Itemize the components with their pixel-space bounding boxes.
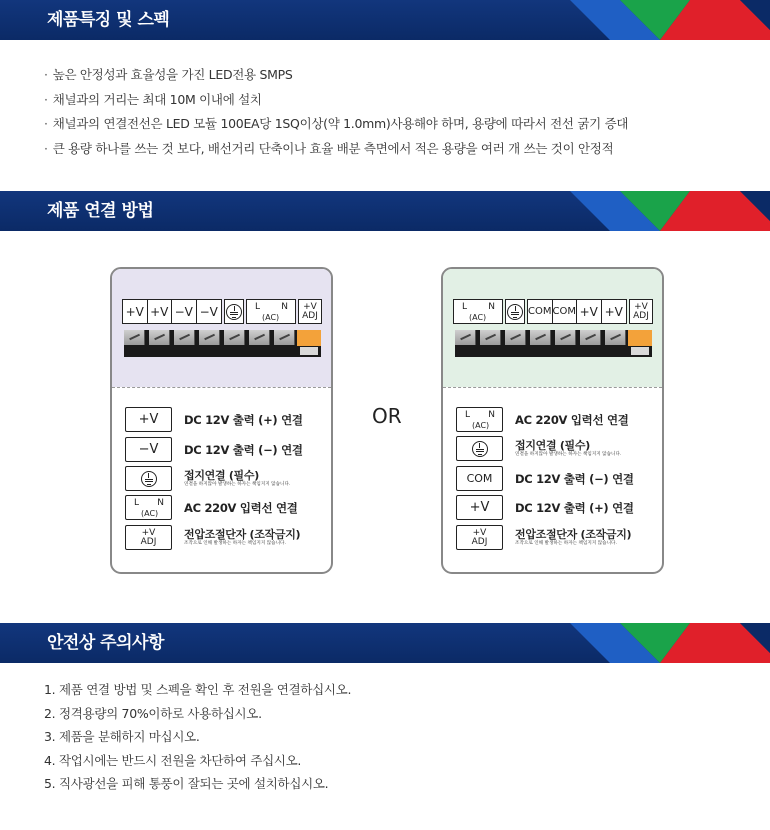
or-label: OR [372,404,402,428]
ac-input-terminal [246,299,296,324]
feature-item: · 큰 용량 하나를 쓰는 것 보다, 배선거리 단축이나 효율 배분 측면에서 적은 용량을 여러 개 쓰는 것이 안정적 [44,137,628,162]
legend-note: 조작으로 인해 발생하는 하자는 책임지지 않습니다. [184,541,286,546]
ground-icon [125,466,172,491]
legend-label: 접지연결 (필수) [184,469,259,482]
ac-input-symbol [125,495,172,520]
ground-icon [224,299,244,324]
ac-label: (AC) [472,421,490,430]
section-header-safety [0,623,770,663]
section-title: 제품 연결 방법 [47,201,154,221]
feature-list [44,63,628,161]
com-symbol: COM [456,466,503,491]
legend-label: 전압조절단자 (조작금지) [515,528,632,541]
terminal-label-row [122,299,322,325]
legend-label: 전압조절단자 (조작금지) [184,528,301,541]
l-label: L [255,302,261,312]
adj-label: ADJ [302,310,318,321]
terminal-label: +V [123,300,148,323]
ac-label: (AC) [141,509,159,518]
legend-note: 연결을 하지않아 발생하는 하자는 책임지지 않습니다. [184,482,291,487]
l-label: L [462,302,468,312]
terminal-label: +V [148,300,173,323]
ac-input-symbol [456,407,503,432]
adj-symbol [456,525,503,550]
l-label: L [134,498,140,508]
legend-label: 접지연결 (필수) [515,439,590,452]
terminal-label: COM [528,300,553,323]
wiring-diagram-left [110,267,333,574]
legend-label: DC 12V 출력 (−) 연결 [184,443,303,457]
safety-list [44,678,351,796]
terminal-block [455,330,652,357]
n-label: N [488,410,495,420]
n-label: N [157,498,164,508]
safety-item: 2. 정격용량의 70%이하로 사용하십시오. [44,705,262,721]
legend-label: AC 220V 입력선 연결 [515,413,629,427]
ac-input-terminal [453,299,503,324]
header-stripe-decoration [540,623,770,663]
legend-label: DC 12V 출력 (−) 연결 [515,472,634,486]
adj-plus: +V [634,301,648,312]
ac-label: (AC) [262,313,280,322]
adj-plus: +V [141,527,156,538]
section-header-spec [0,0,770,40]
section-title: 제품특징 및 스펙 [47,10,170,30]
terminal-label: −V [199,304,218,319]
legend-note: 조작으로 인해 발생하는 하자는 책임지지 않습니다. [515,541,617,546]
adj-label: ADJ [633,310,649,321]
adj-potentiometer [297,330,321,346]
adj-plus: +V [303,301,317,312]
feature-item: · 높은 안정성과 효율성을 가진 LED전용 SMPS [44,63,628,88]
n-label: N [488,302,495,312]
section-title: 안전상 주의사항 [47,633,164,653]
wiring-diagram-right [441,267,664,574]
adj-terminal [629,299,653,324]
legend-label: DC 12V 출력 (+) 연결 [515,501,634,515]
safety-item: 4. 작업시에는 반드시 전원을 차단하여 주십시오. [44,752,302,768]
adj-label: ADJ [471,536,488,547]
plus-v-symbol: +V [456,495,503,520]
legend-label: DC 12V 출력 (+) 연결 [184,413,303,427]
terminal-label: COM [553,300,578,323]
l-label: L [465,410,471,420]
terminal-block [124,330,321,357]
ground-icon [505,299,525,324]
adj-terminal [298,299,322,324]
terminal-label: −V [172,300,197,323]
plus-v-symbol: +V [125,407,172,432]
legend-note: 연결을 하지않아 발생하는 하자는 책임지지 않습니다. [515,452,622,457]
section-header-connection [0,191,770,231]
feature-item: · 채널과의 연결전선은 LED 모듈 100EA당 1SQ이상(약 1.0mm)사용해야 하며, 용량에 따라서 전선 굵기 증대 [44,112,628,137]
safety-item: 1. 제품 연결 방법 및 스펙을 확인 후 전원을 연결하십시오. [44,682,352,697]
feature-item: · 채널과의 거리는 최대 10M 이내에 설치 [44,88,628,113]
adj-label: ADJ [140,536,157,547]
header-stripe-decoration [540,0,770,40]
adj-potentiometer [628,330,652,346]
header-stripe-decoration [540,191,770,231]
adj-symbol [125,525,172,550]
adj-plus: +V [472,527,487,538]
n-label: N [281,302,288,312]
terminal-label: +V [577,300,602,323]
minus-v-symbol: −V [125,437,172,462]
ac-label: (AC) [469,313,487,322]
terminal-label: +V [604,304,623,319]
terminal-label-row [453,299,653,325]
legend-label: AC 220V 입력선 연결 [184,501,298,515]
safety-item: 5. 직사광선을 피해 통풍이 잘되는 곳에 설치하십시오. [44,776,329,791]
safety-item: 3. 제품을 분해하지 마십시오. [44,729,200,744]
ground-icon [456,436,503,461]
